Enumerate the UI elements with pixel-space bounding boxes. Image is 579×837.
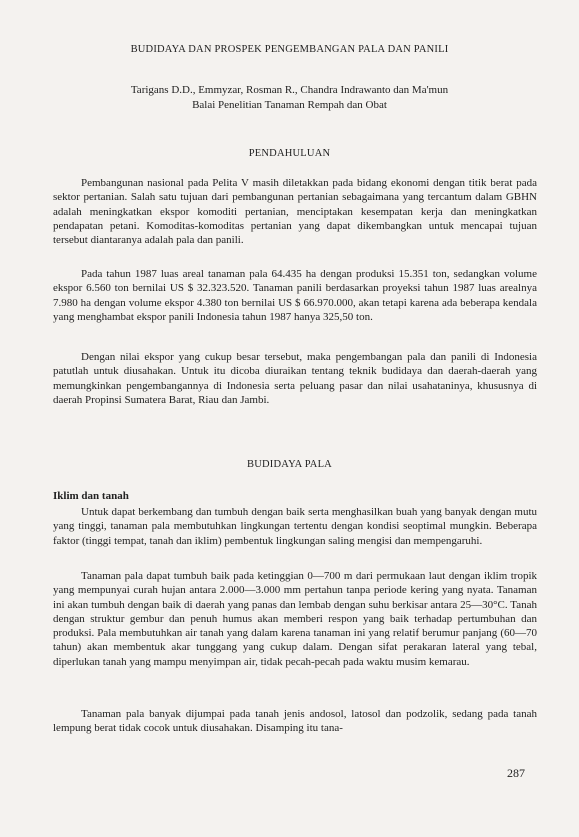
author-block <box>0 83 579 113</box>
paper-title: BUDIDAYA DAN PROSPEK PENGEMBANGAN PALA DAN PANILI <box>130 44 449 55</box>
paragraph: Tanaman pala banyak dijumpai pada tanah jenis andosol, latosol dan podzolik, sedang pada tanah lempung berat tidak cocok untuk diusahakan. Disamping itu tana- <box>53 708 537 735</box>
section-heading-budidaya-pala: BUDIDAYA PALA <box>247 459 332 470</box>
subsection-heading: Iklim dan tanah <box>53 490 129 502</box>
paragraph: Dengan nilai ekspor yang cukup besar tersebut, maka pengembangan pala dan panili di Indonesia patutlah untuk diusahakan. Untuk itu dicoba diuraikan tentang teknik budidaya dan daerah-daerah yang memungkinkan pengembangannya di Indonesia serta peluang pasar dan nilai usahataninya, khususnya di daerah Propinsi Sumatera Barat, Riau dan Jambi. <box>53 351 537 406</box>
paragraph: Pembangunan nasional pada Pelita V masih diletakkan pada bidang ekonomi dengan titik berat pada sektor pertanian. Salah satu tujuan dari pembangunan pertanian sebagaimana yang tercantum dalam GBHN adalah meningkatkan ekspor komoditi pertanian, menciptakan kesempatan kerja dan meningkatkan pendapatan petani. Komoditas-komoditas pertanian yang dapat dikembangkan untuk mencapai tujuan tersebut diantaranya adalah pala dan panili. <box>53 177 537 247</box>
paragraph: Tanaman pala dapat tumbuh baik pada ketinggian 0—700 m dari permukaan laut dengan iklim tropik yang mempunyai curah hujan antara 2.000—3.000 mm pertahun tanpa periode kering yang nyata. Tanaman ini akan tumbuh dengan baik di daerah yang panas dan lembab dengan suhu berkisar antara 25—30°C. Tanah dengan struktur gembur dan penuh humus akan memberi respon yang baik terhadap pertumbuhan dan produksi. Pala membutuhkan air tanah yang dalam karena tanaman ini yang relatif berumur panjang (60—70 tahun) akan membentuk akar tunggang yang cukup dalam. Dengan sifat perakaran lateral yang tebal, diperlukan tanah yang mampu menyimpan air, tidak pecah-pecah pada waktu musim kemarau. <box>53 570 537 668</box>
author-list: Tarigans D.D., Emmyzar, Rosman R., Chandra Indrawanto dan Ma'mun <box>130 84 449 96</box>
section-heading-pendahuluan: PENDAHULUAN <box>248 148 331 159</box>
page-number: 287 <box>507 766 525 780</box>
affiliation: Balai Penelitian Tanaman Rempah dan Obat <box>192 99 387 111</box>
paragraph: Untuk dapat berkembang dan tumbuh dengan baik serta menghasilkan buah yang banyak dengan mutu yang tinggi, tanaman pala membutuhkan lingkungan tertentu dengan kondisi seoptimal mungkin. Beberapa faktor (tinggi tempat, tanah dan iklim) pembentuk lingkungan saling mengisi dan mempengaruhi. <box>53 506 537 547</box>
paragraph: Pada tahun 1987 luas areal tanaman pala 64.435 ha dengan produksi 15.351 ton, sedangkan volume ekspor 6.560 ton bernilai US $ 32.323.520. Tanaman panili berdasarkan proyeksi tahun 1987 luas arealnya 7.980 ha dengan volume ekspor 4.380 ton bernilai US $ 66.970.000, akan tetapi karena ada beberapa kendala yang menghambat ekspor panili Indonesia tahun 1987 hanya 325,50 ton. <box>53 268 537 323</box>
